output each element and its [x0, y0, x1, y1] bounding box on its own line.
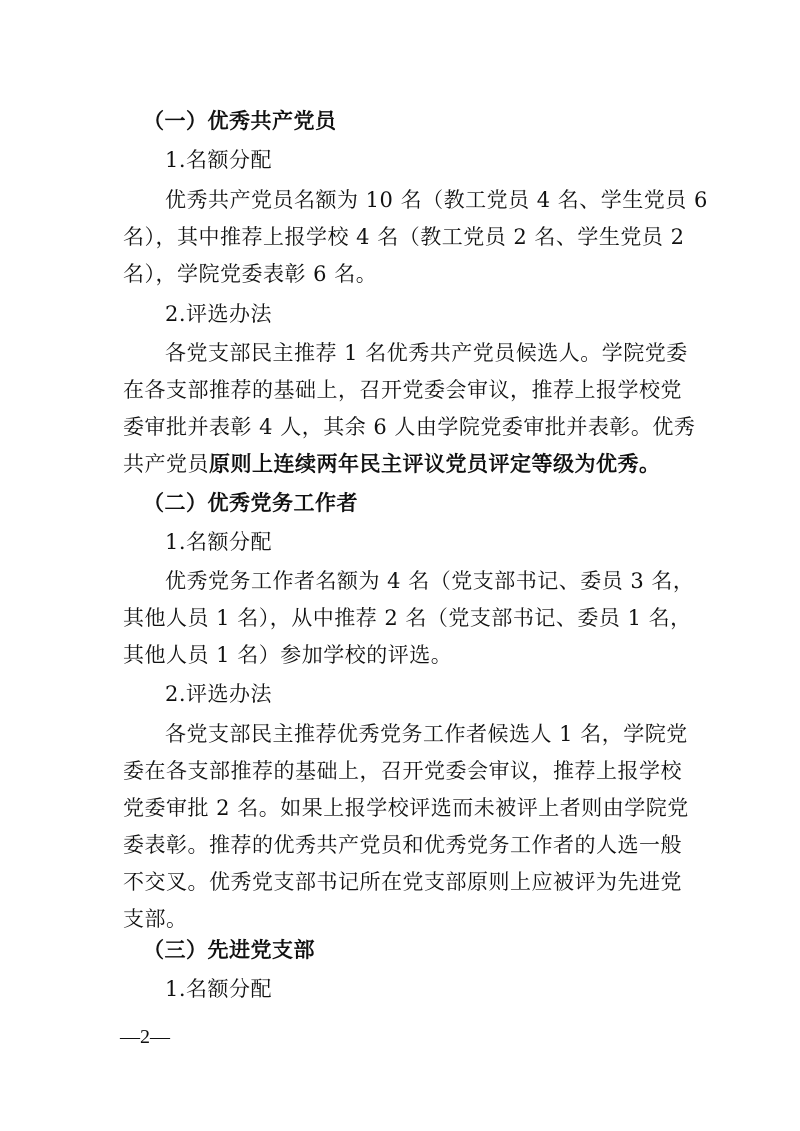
- paragraph-line: 优秀党务工作者名额为 4 名（党支部书记、委员 3 名，: [165, 569, 695, 593]
- paragraph-line: 各党支部民主推荐 1 名优秀共产党员候选人。学院党委: [165, 341, 688, 365]
- paragraph-line-mixed: [123, 446, 661, 482]
- paragraph-line: 各党支部民主推荐优秀党务工作者候选人 1 名，学院党: [165, 722, 688, 746]
- paragraph-line: 其他人员 1 名）参加学校的评选。: [123, 643, 453, 667]
- paragraph-line: 优秀共产党员名额为 10 名（教工党员 4 名、学生党员 6: [165, 188, 708, 212]
- page-number: —2—: [120, 1026, 170, 1048]
- section-heading-3: （三）先进党支部: [143, 937, 315, 962]
- subheading-quota-3: 1.名额分配: [165, 977, 273, 1001]
- subheading-quota-1: 1.名额分配: [165, 148, 273, 172]
- section-heading-1: （一）优秀共产党员: [143, 108, 337, 133]
- paragraph-line: 支部。: [123, 907, 188, 931]
- paragraph-line: 委审批并表彰 4 人，其余 6 人由学院党委审批并表彰。优秀: [123, 415, 696, 439]
- paragraph-line: 其他人员 1 名），从中推荐 2 名（党支部书记、委员 1 名，: [123, 606, 692, 630]
- section-heading-2: （二）优秀党务工作者: [143, 490, 358, 515]
- emphasized-text: 原则上连续两年民主评议党员评定等级为优秀。: [209, 451, 661, 476]
- paragraph-line: 委在各支部推荐的基础上，召开党委会审议，推荐上报学校: [123, 759, 682, 783]
- subheading-method-2: 2.评选办法: [165, 682, 273, 706]
- paragraph-text: 共产党员: [123, 452, 209, 476]
- paragraph-line: 名），学院党委表彰 6 名。: [123, 262, 378, 286]
- subheading-quota-2: 1.名额分配: [165, 530, 273, 554]
- paragraph-line: 在各支部推荐的基础上，召开党委会审议，推荐上报学校党: [123, 378, 682, 402]
- paragraph-line: 名），其中推荐上报学校 4 名（教工党员 2 名、学生党员 2: [123, 225, 685, 249]
- paragraph-line: 委表彰。推荐的优秀共产党员和优秀党务工作者的人选一般: [123, 833, 682, 857]
- paragraph-line: 党委审批 2 名。如果上报学校评选而未被评上者则由学院党: [123, 796, 689, 820]
- subheading-method-1: 2.评选办法: [165, 302, 273, 326]
- paragraph-line: 不交叉。优秀党支部书记所在党支部原则上应被评为先进党: [123, 870, 682, 894]
